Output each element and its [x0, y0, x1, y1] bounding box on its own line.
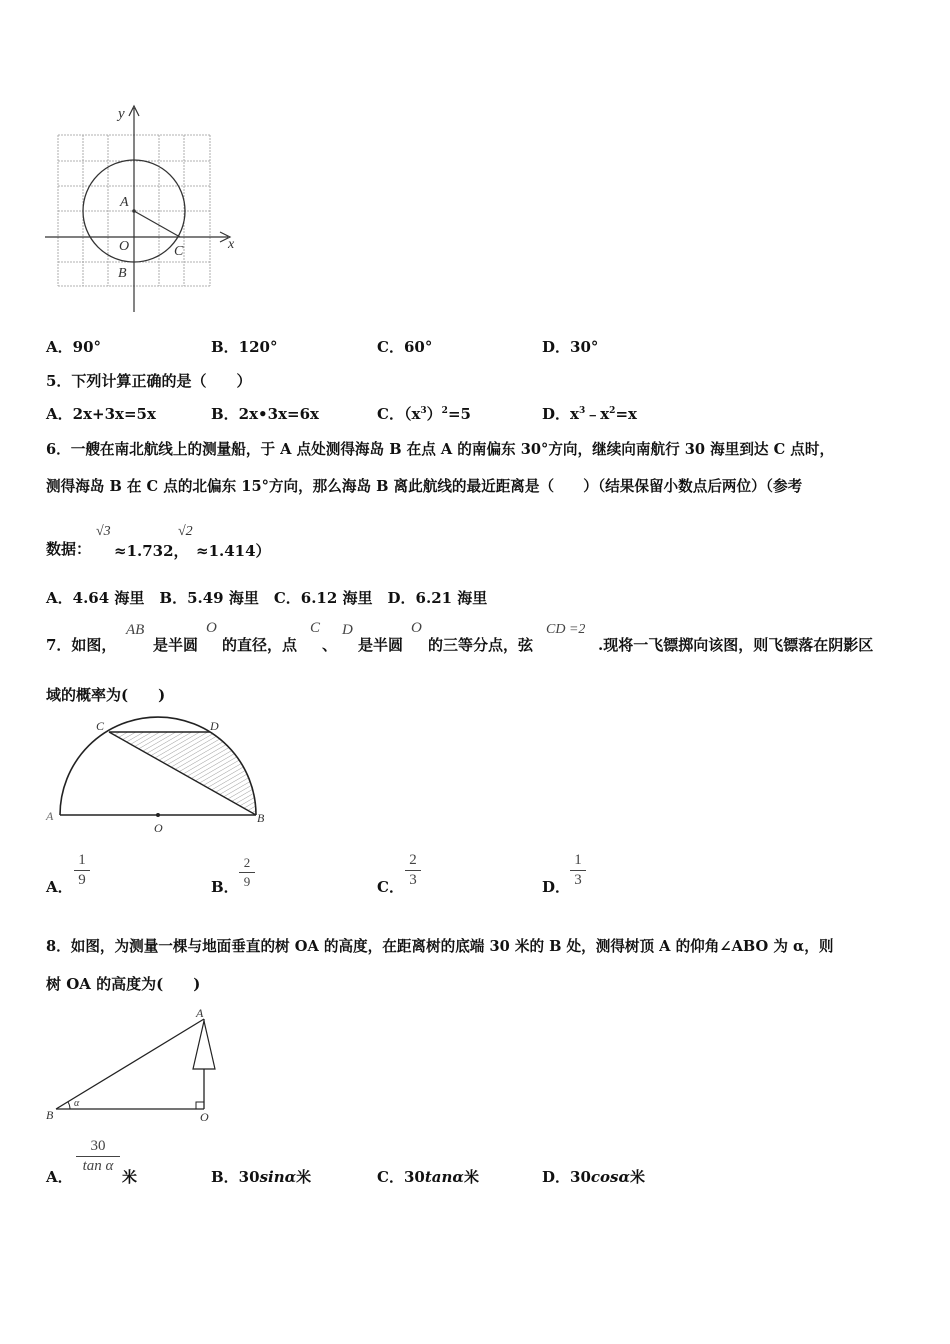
q8-option-c — [377, 1166, 479, 1187]
q8-fig-A: A — [196, 1006, 204, 1020]
q6-approx1: ≈1.732， — [114, 542, 189, 560]
q8-option-c-label: C．30 — [377, 1168, 425, 1186]
q6-sqrt2: √2 — [178, 524, 193, 539]
q8-fig-O: O — [200, 1110, 209, 1124]
q7-option-d-label: D． — [542, 878, 571, 896]
q8-option-a-label: A． — [46, 1168, 73, 1186]
q7-C: C — [310, 620, 321, 636]
q5-d-prefix: D．x — [542, 405, 579, 423]
q5-c-suffix: =5 — [447, 405, 471, 423]
q8-option-d — [542, 1166, 645, 1187]
q5-c-sup2: 2 — [441, 406, 448, 416]
q7-CD: CD =2 — [546, 622, 586, 637]
q5-c-mid: ） — [426, 405, 442, 423]
q6-data-label: 数据： — [46, 540, 92, 558]
q6-line2: 测得海岛 B 在 C 点的北偏东 15°方向，那么海岛 B 离此航线的最近距离是（ ）（结果保留小数点后两位）（参考 — [46, 478, 803, 495]
q6-approx2: ≈1.414） — [196, 542, 271, 560]
q5-option-c — [377, 403, 471, 424]
q8-option-a-fraction — [76, 1138, 120, 1175]
q7-option-c-den: 3 — [409, 872, 417, 888]
q6-sqrt3: √3 — [96, 524, 111, 539]
q8-line2: 树 OA 的高度为( ) — [46, 975, 201, 993]
q8-option-a-unit: 米 — [122, 1168, 138, 1186]
q4-label-C: C — [174, 244, 184, 259]
q5-d-sup1: 3 — [578, 406, 586, 416]
q7-option-b-den: 9 — [243, 874, 251, 889]
q8-figure — [40, 1005, 230, 1125]
q8-right-angle-mark — [196, 1102, 204, 1109]
q7-t7: .现将一飞镖掷向该图，则飞镖落在阴影区 — [598, 636, 874, 654]
q8-option-c-fn: tanα — [424, 1168, 464, 1186]
q4-label-x: x — [228, 237, 235, 252]
q4-label-B: B — [118, 266, 127, 281]
q5-c-sup1: 3 — [420, 406, 427, 416]
q7-fig-O: O — [154, 821, 163, 835]
q7-option-a-fraction — [74, 852, 90, 889]
q4-segment-AC — [134, 211, 180, 237]
q4-option-d: D．30° — [542, 338, 599, 356]
q7-option-d-den: 3 — [574, 872, 582, 888]
q7-line2: 域的概率为( ) — [46, 686, 166, 704]
q7-AB: AB — [126, 622, 145, 638]
q7-option-a-num: 1 — [78, 852, 86, 868]
q5-option-b: B．2x•3x=6x — [211, 405, 319, 423]
q4-label-A: A — [120, 195, 129, 210]
q7-option-b-fraction — [239, 855, 255, 890]
q6-data-line — [46, 538, 91, 559]
q4-option-b: B．120° — [211, 338, 278, 356]
q8-option-b-unit: 米 — [296, 1168, 312, 1186]
q6-line1: 6．一艘在南北航线上的测量船，于 A 点处测得海岛 B 在点 A 的南偏东 30°方向，继续向南航行 30 海里到达 C 点时， — [46, 441, 835, 458]
q7-fig-C: C — [96, 719, 105, 733]
q7-t6: 的三等分点，弦 — [428, 636, 534, 654]
q5-option-d — [542, 403, 637, 424]
q8-option-d-label: D．30 — [542, 1168, 591, 1186]
q7-fig-B: B — [257, 811, 265, 825]
q4-option-c: C．60° — [377, 338, 433, 356]
q7-t3: 的直径，点 — [222, 636, 298, 654]
q8-fig-alpha: α — [74, 1098, 80, 1109]
q8-option-b — [211, 1166, 311, 1187]
q7-option-a-label: A． — [46, 878, 73, 896]
q5-d-suffix: =x — [615, 405, 637, 423]
q5-stem: 5．下列计算正确的是（ ） — [46, 372, 252, 390]
q7-fig-D: D — [210, 719, 219, 733]
q7-t2: 是半圆 — [153, 636, 199, 654]
q8-option-a-num: 30 — [90, 1138, 106, 1154]
q8-angle-arc — [68, 1102, 70, 1109]
q8-sightline-BA — [56, 1019, 204, 1109]
q8-option-c-unit: 米 — [463, 1168, 479, 1186]
q7-option-a-den: 9 — [78, 872, 86, 888]
q8-option-b-label: B．30 — [211, 1168, 260, 1186]
q7-option-d-fraction — [570, 852, 586, 889]
q4-label-O: O — [119, 239, 130, 254]
q8-option-d-unit: 米 — [630, 1168, 646, 1186]
q5-c-prefix: C．（x — [377, 405, 421, 423]
q7-O2: O — [411, 620, 422, 636]
q8-line1: 8．如图，为测量一棵与地面垂直的树 OA 的高度，在距离树的底端 30 米的 B 处，测得树顶 A 的仰角∠ABO 为 α，则 — [46, 938, 834, 955]
q7-option-b-num: 2 — [243, 855, 251, 870]
q4-option-a: A．90° — [46, 338, 102, 356]
q7-option-c-label: C． — [377, 878, 404, 896]
q7-t4: 、 — [322, 636, 338, 654]
q5-option-a: A．2x+3x=5x — [46, 405, 156, 423]
q8-fig-B: B — [46, 1108, 54, 1122]
q7-option-d-num: 1 — [574, 852, 582, 868]
q7-D: D — [342, 622, 353, 638]
q5-d-sup2: 2 — [609, 406, 616, 416]
q7-option-c-num: 2 — [409, 852, 417, 868]
q4-figure — [40, 100, 250, 320]
q7-option-c-fraction — [405, 852, 421, 889]
q7-t5: 是半圆 — [358, 636, 404, 654]
q6-options: A．4.64 海里 B．5.49 海里 C．6.12 海里 D．6.21 海里 — [46, 589, 488, 607]
q7-t1: 7．如图， — [46, 636, 117, 654]
q4-label-y: y — [118, 106, 125, 122]
q7-fig-A: A — [46, 809, 54, 823]
q8-option-d-fn: cosα — [590, 1168, 631, 1186]
q7-option-b-label: B． — [211, 878, 239, 896]
q8-tree-crown — [193, 1021, 215, 1069]
q7-O1: O — [206, 620, 217, 636]
q8-option-b-fn: sinα — [259, 1168, 297, 1186]
q5-d-mid: ﹣x — [585, 405, 610, 423]
q8-option-a-den: tan α — [82, 1158, 114, 1174]
q7-figure — [42, 712, 272, 837]
